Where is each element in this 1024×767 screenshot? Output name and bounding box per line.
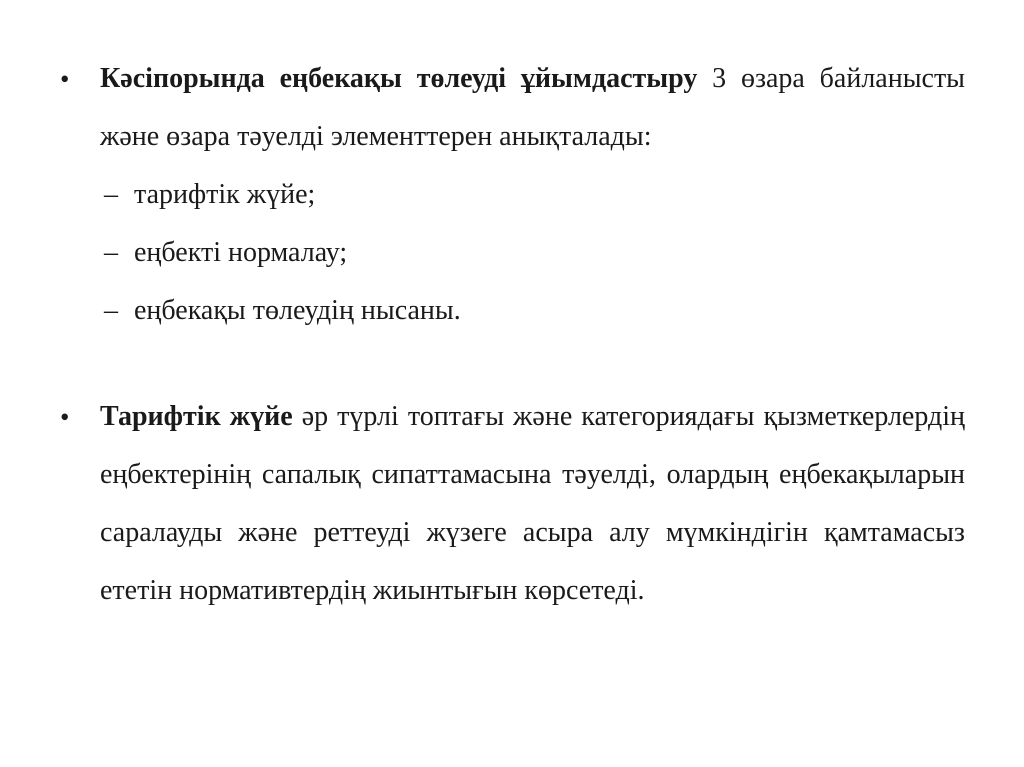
list-item (60, 166, 965, 224)
bullet-row (60, 388, 965, 620)
dash-icon: – (104, 237, 118, 268)
list-item-text: еңбекақы төлеудің нысаны. (134, 295, 461, 326)
list-item-text: тарифтік жүйе; (134, 179, 316, 210)
sub-list (60, 166, 965, 340)
bullet-block-tariff-system (60, 388, 965, 620)
bullet-dot-icon: • (60, 64, 70, 94)
paragraph-rest-text: 3 өзара байланысты және өзара тәуелді элементтерен анықталады: (100, 63, 965, 152)
bold-lead-text: Кәсіпорында еңбекақы төлеуді ұйымдастыру (100, 63, 698, 94)
list-item (60, 282, 965, 340)
bullet-row (60, 50, 965, 166)
bullet-paragraph (100, 388, 965, 620)
dash-icon: – (104, 295, 118, 326)
dash-icon: – (104, 179, 118, 210)
bullet-paragraph (100, 50, 965, 166)
list-item-text: еңбекті нормалау; (134, 237, 348, 268)
paragraph-rest-text: әр түрлі топтағы және категориядағы қызметкерлердің еңбектерінің сапалық сипаттамасына тәуелді, олардың еңбекақыларын саралауды және реттеуді жүзеге асыра алу мүмкіндігін қамтамасыз ететін нормативтердің жиынтығын көрсетеді. (100, 401, 965, 606)
bullet-dot-icon: • (60, 402, 70, 432)
list-item (60, 224, 965, 282)
bullet-block-payment-organization (60, 50, 965, 340)
bold-lead-text: Тарифтік жүйе (100, 401, 293, 432)
